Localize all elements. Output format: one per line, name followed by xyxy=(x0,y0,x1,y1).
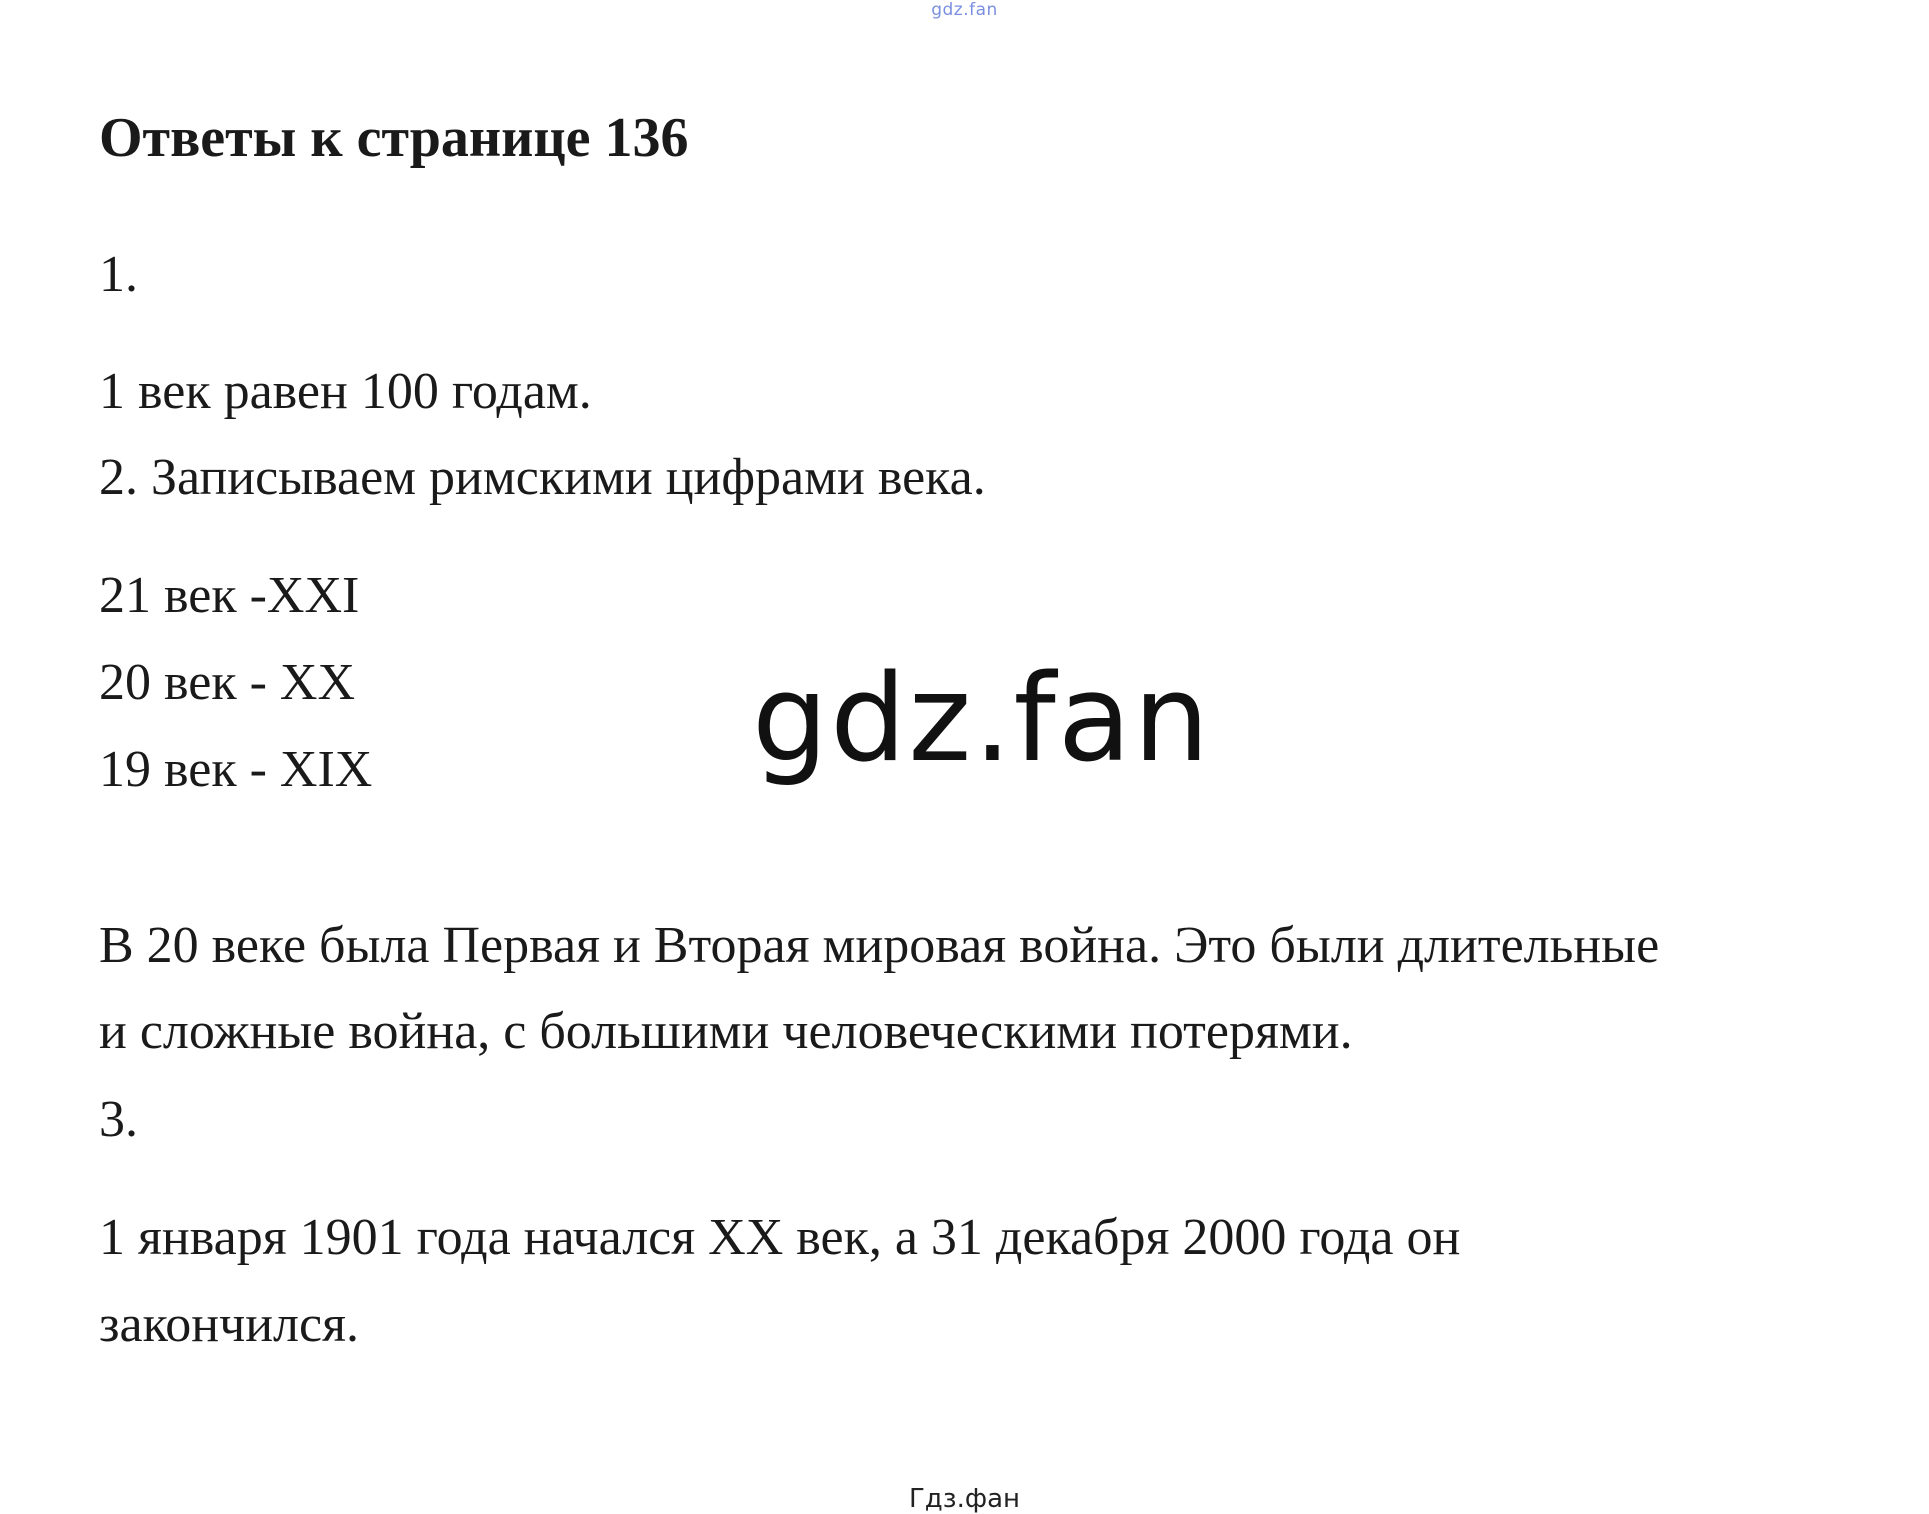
item1-answer: 1 век равен 100 годам. xyxy=(99,363,592,420)
item1-number: 1. xyxy=(99,246,138,303)
century-line: 20 век - XX xyxy=(99,654,356,711)
item2-heading: 2. Записываем римскими цифрами века. xyxy=(99,449,986,506)
century-line: 19 век - XIX xyxy=(99,741,373,798)
watermark: gdz.fan xyxy=(752,650,1212,789)
page-title: Ответы к странице 136 xyxy=(99,107,689,169)
item3-answer-line: закончился. xyxy=(99,1296,359,1353)
item3-number: 3. xyxy=(99,1091,138,1148)
footer-watermark: Гдз.фан xyxy=(908,1484,1021,1514)
item3-answer-line: 1 января 1901 года начался XX век, а 31 декабря 2000 года он xyxy=(99,1209,1461,1266)
paragraph-line: В 20 веке была Первая и Вторая мировая война. Это были длительные xyxy=(99,917,1660,974)
paragraph-line: и сложные война, с большими человеческими потерями. xyxy=(99,1003,1353,1060)
century-line: 21 век -XXI xyxy=(99,567,360,624)
top-watermark: gdz.fan xyxy=(931,0,998,20)
